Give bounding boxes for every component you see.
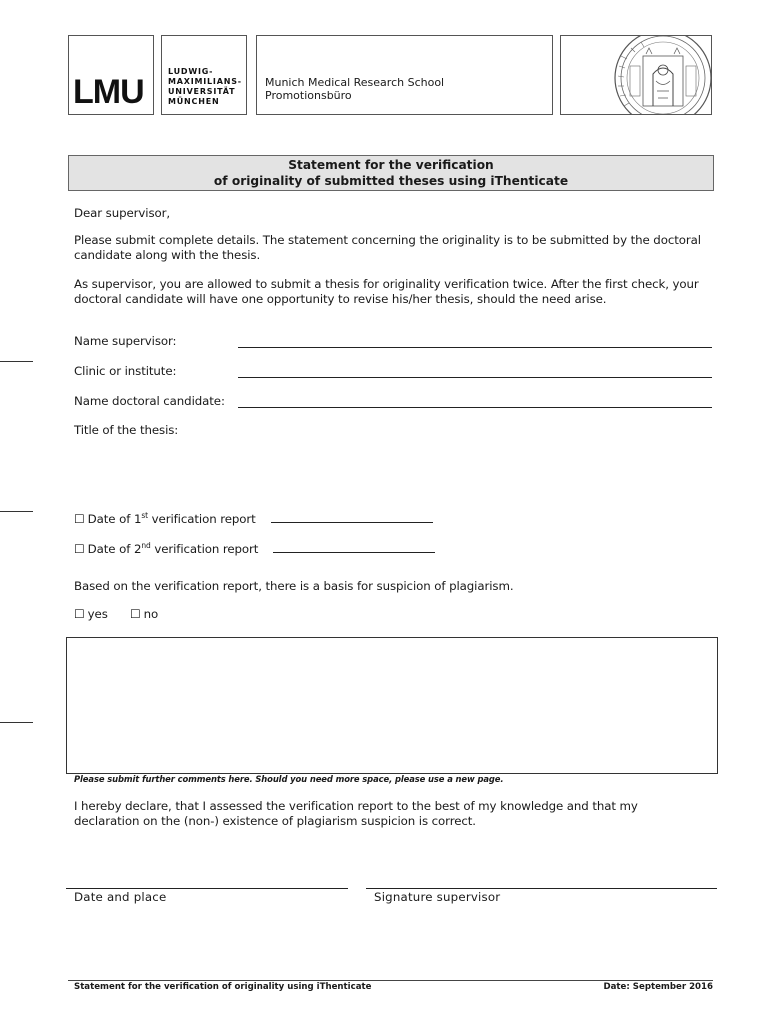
no-checkbox[interactable]: ☐ bbox=[130, 607, 141, 621]
signature-label: Signature supervisor bbox=[374, 890, 501, 904]
name-candidate-field[interactable] bbox=[238, 393, 712, 408]
first-report-date-field[interactable] bbox=[271, 509, 433, 523]
first-report-label-end: verification report bbox=[148, 511, 256, 526]
plagiarism-question: Based on the verification report, there is a basis for suspicion of plagiarism. bbox=[74, 579, 514, 593]
second-report-sup: nd bbox=[141, 541, 151, 550]
clinic-field[interactable] bbox=[238, 363, 712, 378]
university-seal bbox=[561, 36, 712, 115]
lmu-logo-text: LMU bbox=[73, 73, 144, 111]
second-report-row bbox=[74, 538, 258, 557]
date-place-label: Date and place bbox=[74, 890, 167, 904]
greeting: Dear supervisor, bbox=[74, 206, 171, 220]
title-line-1: Statement for the verification bbox=[288, 158, 494, 172]
second-report-label-end: verification report bbox=[150, 541, 259, 556]
footer-left: Statement for the verification of originality using iThenticate bbox=[74, 982, 372, 992]
margin-mark bbox=[0, 511, 33, 512]
yes-label: yes bbox=[87, 607, 108, 621]
comments-box[interactable] bbox=[66, 637, 718, 774]
school-box bbox=[256, 35, 553, 115]
office-name: Promotionsbüro bbox=[265, 89, 352, 102]
date-place-line[interactable] bbox=[66, 888, 348, 889]
second-report-label: Date of 2 bbox=[87, 541, 142, 556]
seal-box bbox=[560, 35, 712, 115]
uni-name-line: MAXIMILIANS- bbox=[168, 77, 242, 86]
title-box bbox=[68, 155, 714, 191]
intro-paragraph: Please submit complete details. The statement concerning the originality is to be submitted by the doctoral candidate along with the thesis. bbox=[74, 233, 701, 262]
first-report-checkbox[interactable]: ☐ bbox=[74, 511, 85, 526]
first-report-row bbox=[74, 508, 256, 527]
margin-mark bbox=[0, 722, 33, 723]
uni-name-line: UNIVERSITÄT bbox=[168, 87, 236, 96]
supervisor-paragraph: As supervisor, you are allowed to submit a thesis for originality verification twice. After the first check, your doctoral candidate will have one opportunity to revise his/her thesis, should the need arise. bbox=[74, 277, 699, 306]
uni-name-line: MÜNCHEN bbox=[168, 97, 220, 106]
footer-right: Date: September 2016 bbox=[603, 982, 713, 992]
first-report-label: Date of 1 bbox=[87, 511, 142, 526]
declaration: I hereby declare, that I assessed the verification report to the best of my knowledge and that my declaration on the (non-) existence of plagiarism suspicion is correct. bbox=[74, 799, 638, 828]
no-option bbox=[130, 607, 158, 622]
first-report-sup: st bbox=[141, 511, 149, 520]
footer-rule bbox=[68, 980, 713, 981]
uni-name-line: LUDWIG- bbox=[168, 67, 214, 76]
university-name-box bbox=[161, 35, 247, 115]
school-name: Munich Medical Research School bbox=[265, 76, 445, 89]
yes-option bbox=[74, 607, 108, 622]
no-label: no bbox=[143, 607, 159, 621]
lmu-logo bbox=[68, 35, 154, 115]
signature-line[interactable] bbox=[366, 888, 717, 889]
thesis-title-label: Title of the thesis: bbox=[74, 423, 179, 437]
clinic-label: Clinic or institute: bbox=[74, 364, 177, 378]
margin-mark bbox=[0, 361, 33, 362]
yes-checkbox[interactable]: ☐ bbox=[74, 607, 85, 621]
name-supervisor-label: Name supervisor: bbox=[74, 334, 177, 348]
name-candidate-label: Name doctoral candidate: bbox=[74, 394, 225, 408]
second-report-checkbox[interactable]: ☐ bbox=[74, 541, 85, 556]
second-report-date-field[interactable] bbox=[273, 539, 435, 553]
comments-note: Please submit further comments here. Should you need more space, please use a new page. bbox=[74, 774, 504, 784]
name-supervisor-field[interactable] bbox=[238, 333, 712, 348]
title-line-2: of originality of submitted theses using iThenticate bbox=[213, 174, 569, 188]
